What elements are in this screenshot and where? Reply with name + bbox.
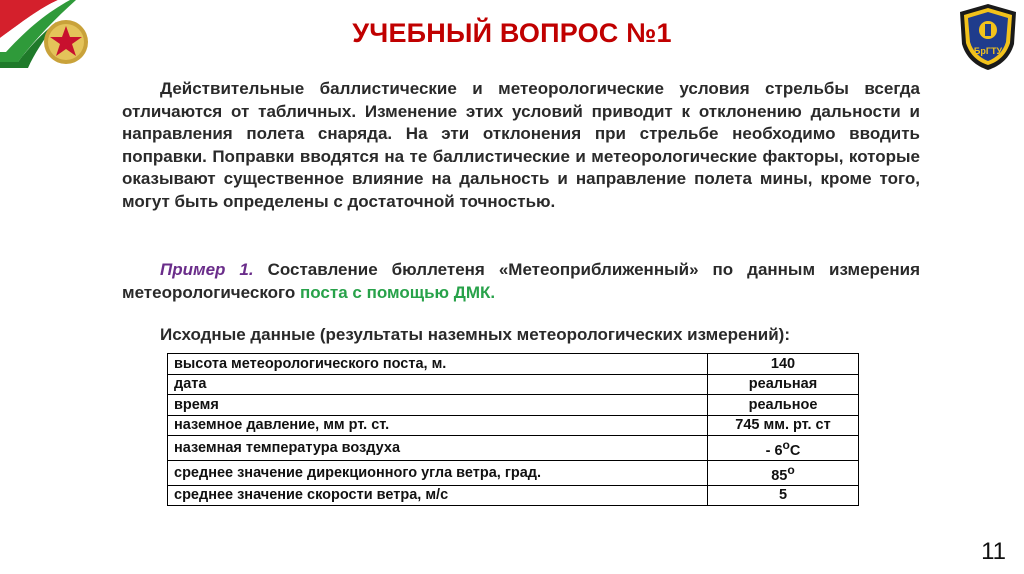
param-cell: среднее значение дирекционного угла ветра, град. xyxy=(168,460,708,485)
value-cell: - $6^оС$ xyxy=(708,436,859,461)
intro-paragraph: Действительные баллистические и метеорологические условия стрельбы всегда отличаются от табличных. Изменение этих условий приводит к отклонению дальности и направления полета снаряда. На эти отклонения при стрельбе необходимо вводить поправки. Поправки вводятся на те баллистические и метеорологические факторы, которые оказывают существенное влияние на дальность и направление полета мины, кроме того, могут быть определены с достаточной точностью. xyxy=(122,79,920,211)
university-emblem-icon xyxy=(956,2,1020,72)
value-cell: реальное xyxy=(708,395,859,416)
table-row xyxy=(168,415,859,436)
param-cell: наземное давление, мм рт. ст. xyxy=(168,415,708,436)
example-text: Составление бюллетеня «Метеоприближенный» по данным измерения метеорологического xyxy=(122,260,921,302)
example-paragraph xyxy=(122,259,920,304)
table-row xyxy=(168,354,859,375)
param-cell: дата xyxy=(168,374,708,395)
source-data-table xyxy=(167,353,859,506)
param-cell: наземная температура воздуха xyxy=(168,436,708,461)
value-cell: $85^о$ xyxy=(708,460,859,485)
value-cell: 5 xyxy=(708,485,859,506)
table-row xyxy=(168,374,859,395)
param-cell: время xyxy=(168,395,708,416)
table-row xyxy=(168,460,859,485)
value-cell: 140 xyxy=(708,354,859,375)
example-highlight: поста с помощью ДМК. xyxy=(300,282,496,302)
source-data-heading: Исходные данные (результаты наземных метеорологических измерений): xyxy=(160,325,790,344)
emblem-text: БрГТУ xyxy=(973,46,1003,56)
param-cell: среднее значение скорости ветра, м/с xyxy=(168,485,708,506)
table-row xyxy=(168,395,859,416)
table-row xyxy=(168,436,859,461)
page-title: УЧЕБНЫЙ ВОПРОС №1 xyxy=(352,18,672,48)
page-number: 11 xyxy=(981,538,1006,565)
table-row xyxy=(168,485,859,506)
param-cell: высота метеорологического поста, м. xyxy=(168,354,708,375)
example-label: Пример 1. xyxy=(160,260,254,279)
value-cell: реальная xyxy=(708,374,859,395)
value-cell: 745 мм. рт. ст xyxy=(708,415,859,436)
